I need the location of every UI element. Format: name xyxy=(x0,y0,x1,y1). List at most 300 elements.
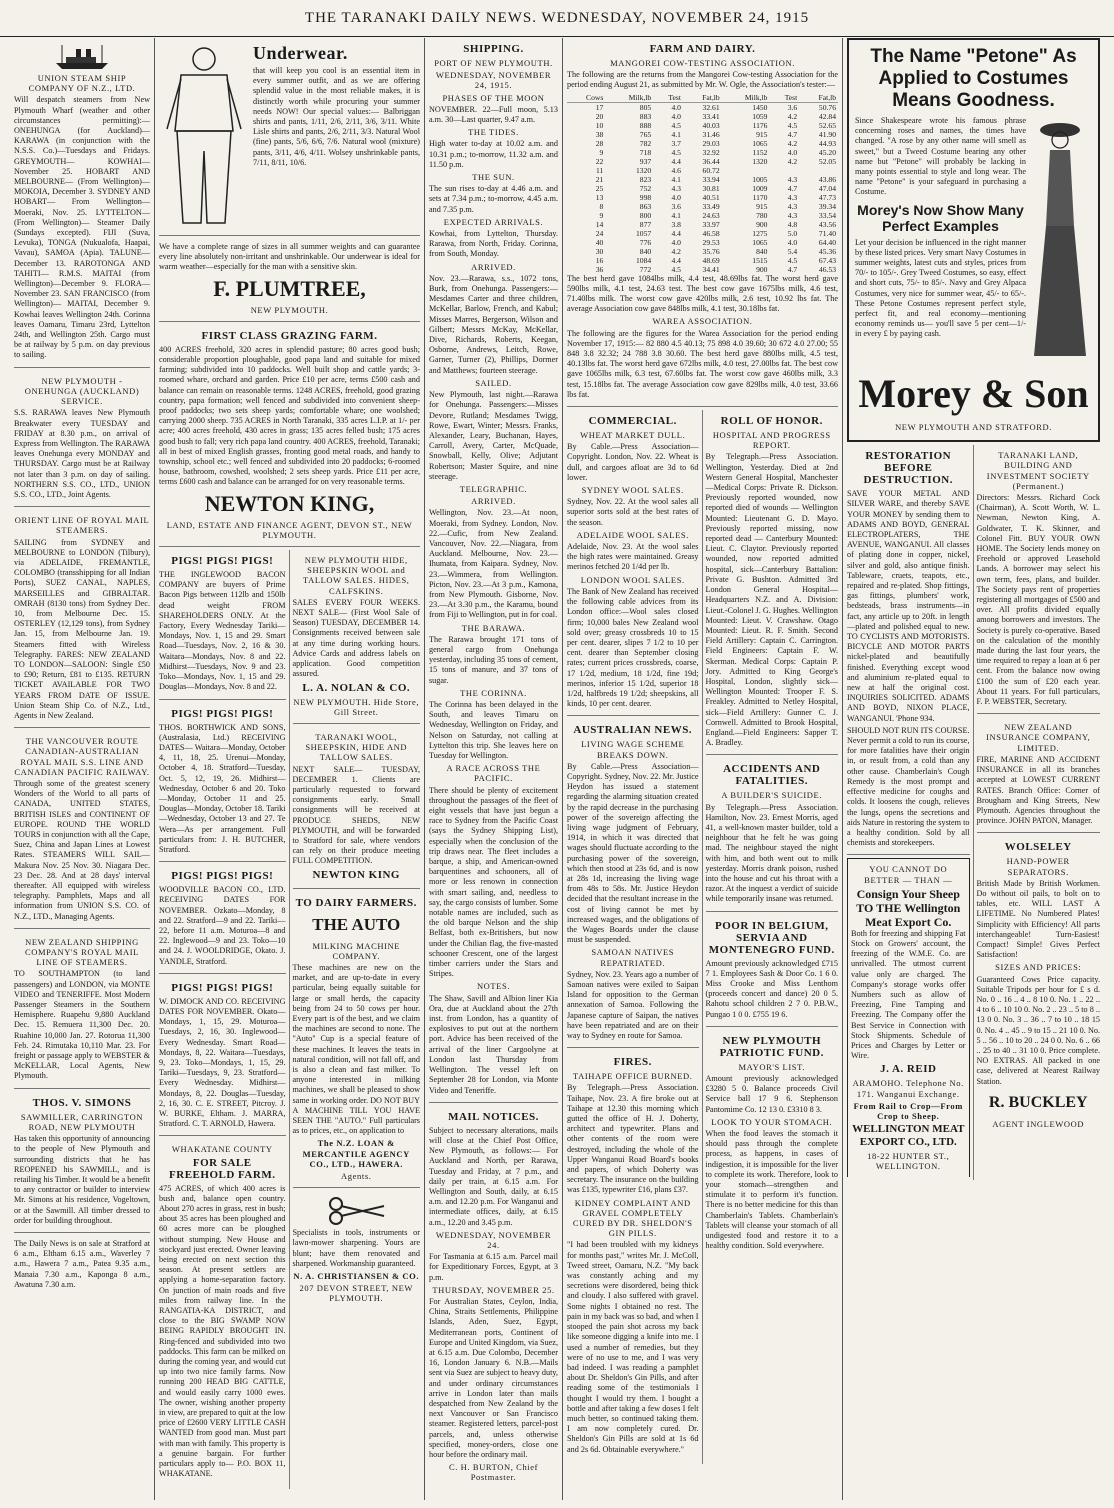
shipping-title: SHIPPING. xyxy=(463,43,524,55)
corinna-title: THE CORINNA. xyxy=(460,687,527,698)
cow-test-cell: 1176 xyxy=(752,120,768,130)
sailed-title: SAILED. xyxy=(475,377,512,388)
cow-test-cell: 3.6 xyxy=(787,102,798,112)
wool-sub: HAND-POWER SEPARATORS. xyxy=(1006,856,1070,877)
bs-text: By Telegraph.—Press Association. Hamilton, Nov. 23. Ernest Morris, aged 41, a well-known master builder, told a neighbour that he felt he was going mad. The neighbour stayed the night with him, and both went out to milk yesterday. Morris drank poison, rushed into the house and cut his throat with a razor. At the inquest a verdict of suicide while temporarily insane was returned. xyxy=(705,802,838,904)
cow-test-cell: 4.0 xyxy=(671,237,681,247)
newton-king-sub: LAND, ESTATE AND FINANCE AGENT, DEVON ST., NEW PLYMOUTH. xyxy=(166,519,413,540)
cow-test-cell: 1515 xyxy=(752,255,768,265)
cow-test-cell: 35.76 xyxy=(702,246,720,256)
mang-foot: The best herd gave 1084lbs milk, 4.4 test, 48.69lbs fat. The worst herd gave 590lbs milk, 4.1 test, 24.63 test. The best cow gave 1675lbs milk, 4.6 test, 71.40lbs milk. The worst cow gave 420lbs milk, 2.6 test, 10.92 lbs fat. The average Association cow gave 848lbs milk, 4.1 test, 30.18lbs fat. xyxy=(567,273,838,314)
mang-title: MANGOREI COW-TESTING ASSOCIATION. xyxy=(610,58,795,68)
mail-text-2: For Tasmania at 6.15 a.m. Parcel mail for Expeditionary Forces, Egypt, at 3 p.m. xyxy=(429,1252,558,1282)
union-text: Will despatch steamers from New Plymouth Wharf (weather and other circumstances permitting):— ONEHUNGA (for Auckland)— KARAWA (in conjunction with the N.S.S. Co.)—Tuesdays and Fridays. GREYMOUTH— KOWHAI—November 25. HOBART AND MELBOURNE— (From Wellington)— MOKOIA, December 3. SYDNEY AND HOBART— From Wellington—Moeraki, Nov. 25. LYTTELTON— (From Wellington)— Steamer Daily (Sundays excepted). FIJI (Suva, Levuka), TONGA (Nukualofa, Haapai, Vavau), SAMOA (Apia). TALUNE—December 13. RAROTONGA AND TAHITI— R.M.S. MAITAI (from Wellington)—December 9. FLORA—November 23. SAN FRANCISCO (from Wellington)— MAITAI, December 9. Kowhai leaves Wellington 24th. Corinna leaves Oamaru, Timaru 23rd, Lyttelton 24th, and Wellington 25th. Cargo must be at railway by 5 p.m. on day previous to sailing. xyxy=(14,95,150,360)
pigs-a-title: PIGS! PIGS! PIGS! xyxy=(171,555,274,568)
patriotic-fund xyxy=(706,1030,839,1258)
cow-test-cell: 25 xyxy=(595,183,604,193)
auto-sub: MILKING MACHINE COMPANY. xyxy=(312,940,401,961)
pigs-a-text: THE INGLEWOOD BACON COMPANY are buyers of Prime Bacon Pigs between 112lb and 150lb dead weight FROM SHAREHOLDERS ONLY. At the Factory, Every Wednesday Tariki—Mondays, Nov. 1, 15 and 29. Smart Road—Tuesdays, Nov. 2, 16 & 30. Waitara—Mondays, Nov. 8 and 22. Midhirst—Tuesdays, Nov. 9 and 23. Toko—Mondays, Nov. 1, 15 and 29. Douglas—Mondays, Nov. 8 and 22. xyxy=(159,570,286,692)
commercial-section xyxy=(567,410,699,716)
cow-test-cell: 1152 xyxy=(752,147,768,157)
cow-test-cell: 9 xyxy=(599,147,604,157)
cow-test-row xyxy=(567,220,838,229)
simons-text: Has taken this opportunity of announcing to the people of New Plymouth and surrounding districts that he has REOPENED his SAWMILL, and is retailing his Timber. It would be a benefit to any contractor or builder to interview Mr. Simons at his residence, Vogeltown, or at the Sawmill. All timber dressed to order for building throughout. xyxy=(14,1134,150,1225)
cow-test-cell: 5.0 xyxy=(787,228,798,238)
poor-fund xyxy=(706,915,839,1027)
wc-title: WHAKATANE COUNTY xyxy=(171,1144,273,1155)
cow-test-row xyxy=(567,229,838,238)
cons-text: Both for freezing and shipping Fat Stock on Growers' account, the freezing of the W.M.E. Co. are unrivalled. The utmost current value only are charged. The Company's storage works offer Numbers such as allow of Freezing, Fine Tamping and Freezing. The Company offer the Best Service in Connection with Stock Shipments. Schedule of Prices and Charges by Letter or Wire. xyxy=(851,928,966,1061)
cow-test-cell: 4.3 xyxy=(671,183,681,193)
cow-test-cell: 46.58 xyxy=(702,228,720,238)
cow-test-cell: 32.92 xyxy=(702,147,720,157)
cow-test-cell: 10 xyxy=(595,120,604,130)
cow-test-cell: 1450 xyxy=(752,102,768,112)
cow-test-cell: 4.1 xyxy=(671,129,681,139)
cow-test-cell: 71.40 xyxy=(818,228,836,238)
cow-test-cell: 805 xyxy=(639,102,652,112)
warea-text: The following are the figures for the Warea Association for the period ending November 17, 1915:— 82 880 4.5 40.13; 75 898 4.0 39.60; 30 672 4.0 27.00; 55 848 3.8 32.32; 24 788 3.8 30.60. The best herd gave 880lbs milk, 4.5 test, 40.13lbs fat. The worst herd gave 672lbs milk, 4.0 test, 27.00lbs fat. The best cow gave 1065lbs milk, 6.3 test, 67.60lbs fat. The worst cow gave 460lbs milk, 3.3 test, 15.18lbs fat. The average Association cow gave 829lbs milk, 4.0 test, 33.66 lbs fat. xyxy=(567,328,838,399)
nolan-sub: NEW PLYMOUTH. Hide Store, Gill Street. xyxy=(293,696,420,717)
sizes-title: SIZES AND PRICES: xyxy=(995,962,1082,973)
cow-test-cell: 4.4 xyxy=(671,255,681,265)
cons-addr: 18-22 HUNTER ST., WELLINGTON. xyxy=(867,1151,950,1172)
mail-text: Subject to necessary alterations, mails will close at the Chief Post Office, New Plymouth, as follows:— For Auckland and North, per Rarawa, Tuesday and Friday, at 7 p.m., and daily per train, at 6.15 a.m. For Wellington and South, daily, at 6.15 a.m. and 12.20 p.m. For Wanganui and intermediate offices, daily, at 6.15 a.m., 12.20 and 3.45 p.m. xyxy=(429,1125,558,1227)
plumtree-sub: NEW PLYMOUTH. xyxy=(250,304,329,315)
orient-text: SAILING from SYDNEY and MELBOURNE to LONDON (Tilbury), via ADELAIDE, FREMANTLE, COLOMBO (transshipping for all Indian Ports), SUEZ CANAL, NAPLES, MARSEILLES and GIBRALTAR. OMRAH (8130 tons) from Sydney Dec. 10, from Melbourne Dec. 15. OSTERLEY (12,129 tons), from Sydney Jan. 15, from Melbourne Jan. 19. Steamers fitted with Wireless Telegraphy. FARES: NEW ZEALAND TO LONDON—SALOON: Single £50 to £90; Return, £81 to £135. RETURN TICKET AVAILABLE FOR TWO YEARS FROM DATE OF ISSUE. Union Steam Ship Co. of N.Z., Ltd., Agents in New Zealand. xyxy=(14,537,150,720)
cow-test-cell: 4.4 xyxy=(671,156,681,166)
cons-wme: WELLINGTON MEAT EXPORT CO., LTD. xyxy=(852,1123,965,1149)
wolseley-ad xyxy=(977,836,1101,1135)
mail-text-3: For Australian States, Ceylon, India, China, Straits Settlements, Philippine Islands, Aden, Suez, Egypt, Mediterranean ports, Continent of Europe and United Kingdom, via Suez, at 6.15 a.m. Due Colombo, December 16, London January 6. N.B.—Mails sent via Suez are subject to heavy duty, and under ordinary circumstances arrive in London later than mails despatched from New Zealand by the next Vancouver or San Francisco steamer. Registered letters, parcel-post parcels, and, unless otherwise specified, money-orders, close one hour before the ordinary mail. xyxy=(429,1296,558,1459)
cow-test-cell: 16 xyxy=(595,255,604,265)
loan-sub: Agents. xyxy=(341,1171,372,1182)
cow-test-row xyxy=(567,265,838,274)
pigs-b-title: PIGS! PIGS! PIGS! xyxy=(171,707,274,720)
nzs-text: TO SOUTHAMPTON (to land passengers) and LONDON, via MONTE VIDEO and TENERIFFE. Most Modern Passenger Steamers in the Southern Hemisphere. Ruapehu 9,880 Auckland Dec. 15. Remuera 11,300 Dec. 20. Ruahine 10,000 Jan. 27. Rotorua 11,300 Feb. 24. Rimutaka 10,110 Mar. 23. For freight or passage apply to WEBSTER & McKELLAR, Local Agents, New Plymouth. xyxy=(14,969,150,1081)
farm-title: FIRST CLASS GRAZING FARM. xyxy=(201,329,378,342)
cow-test-cell: 36 xyxy=(595,264,604,274)
scissors-icon xyxy=(326,1196,386,1226)
cow-test-cell: 1320 xyxy=(635,165,652,175)
cow-test-row xyxy=(567,175,838,184)
kid-text: "I had been troubled with my kidneys for months past," writes Mr. J. McColl, Tweed street, Oamaru, N.Z. "My back was constantly aching and my secretions were disordered, being thick and cloudy. I also suffered with gravel. Some nights I obtained no rest. The pain in my back was so bad, and when I stooped the pain shot across my back like someone digging a knife into me. I used a number of remedies, but they were of no use to me, and I was very bad indeed. I was reading a pamphlet about Dr. Sheldon's Gin Pills, and after reading some of the testimonials I thought I would try them. I bought a bottle and after taking a few doses I felt much better, so continued taking them. I am now completely cured. Dr. Sheldon's Gin Pills are sold at 1s 6d and 2s 6d. Obtainable everywhere." xyxy=(567,1240,699,1454)
cow-test-cell: 4.5 xyxy=(787,120,798,130)
cons-aram: ARAMOHO. Telephone No. 171. Wanganui Exchange. xyxy=(852,1078,964,1099)
cow-test-cell: 5.4 xyxy=(787,246,798,256)
syd-text: Sydney, Nov. 22. At the wool sales all superior sorts sold at the best rates of the season. xyxy=(567,497,699,527)
cow-test-cell: 1170 xyxy=(752,192,768,202)
chr-name: N. A. CHRISTIANSEN & CO. xyxy=(293,1271,420,1282)
cons-pre: YOU CANNOT DO BETTER — THAN — xyxy=(864,864,953,885)
cow-test-cell: 1275 xyxy=(752,228,768,238)
sam-text: Sydney, Nov. 23. Years ago a number of Samoan natives were exiled to Saipan Island for opposition to the German annexation of Samoa. Following the Japanese capture of Saipan, the natives have been repatriated and are on their way to Sydney en route for Samoa. xyxy=(567,969,699,1041)
cow-test-cell: 4.1 xyxy=(671,210,681,220)
cow-test-cell: 52.65 xyxy=(818,120,836,130)
aus-title: AUSTRALIAN NEWS. xyxy=(573,724,693,737)
woman-costume-icon xyxy=(1030,116,1092,366)
cow-test-row xyxy=(567,112,838,121)
burton-signature: C. H. BURTON, Chief Postmaster. xyxy=(448,1462,539,1483)
morey-name: Morey & Son xyxy=(858,371,1089,416)
shipping-section xyxy=(429,38,558,1103)
cow-test-cell: 4.0 xyxy=(671,111,681,121)
lon-title: LONDON WOOL SALES. xyxy=(580,574,685,585)
cow-test-cell: 32.61 xyxy=(702,102,720,112)
mail-notices xyxy=(429,1106,558,1489)
vancouver-title: THE VANCOUVER ROUTE CANADIAN-AUSTRALIAN ROYAL MAIL S.S. LINE AND CANADIAN PACIFIC RAILWAY. xyxy=(14,736,150,777)
cow-test-header-cell: Test xyxy=(769,93,799,103)
cow-test-header-cell: Milk,lb xyxy=(722,93,770,103)
cow-test-cell: 11 xyxy=(596,165,604,175)
cow-test-cell: 4.0 xyxy=(671,102,681,112)
daily-news-note xyxy=(14,1236,150,1296)
cow-test-cell: 4.7 xyxy=(787,264,798,274)
cow-test-cell: 13 xyxy=(595,192,604,202)
ads-row xyxy=(847,445,1100,1179)
newspaper-page xyxy=(10,38,1104,1500)
masthead-text: THE TARANAKI DAILY NEWS. WEDNESDAY, NOVEMBER 24, 1915 xyxy=(304,9,810,26)
sailed-text: New Plymouth, last night.—Rarawa for Onehunga. Passengers:—Misses Devore, Rutland; Mesdames Twigg, Rowe, Ewart, Winter; Messrs. Franks, Alexander, Leary, Buchanan, Hayes, Carroll, Avery, Carter, McQuade, Snowball, Kelly, Olive; Adjutant Robertson; Master Squire, and nine steerage. xyxy=(429,390,558,481)
buckley-name: R. BUCKLEY xyxy=(988,1093,1088,1111)
wheat-title: WHEAT MARKET DULL. xyxy=(580,430,686,441)
cow-test-cell: 4.8 xyxy=(787,219,798,229)
cow-test-cell: 840 xyxy=(639,246,652,256)
morey-loc: NEW PLYMOUTH AND STRATFORD. xyxy=(895,422,1052,432)
cow-test-cell: 900 xyxy=(756,219,768,229)
nzp-title: NEW PLYMOUTH - ONEHUNGA (AUCKLAND) SERVICE. xyxy=(24,375,140,407)
cow-test-cell xyxy=(769,166,799,175)
newton-king-2: NEWTON KING xyxy=(312,868,400,881)
cow-test-row xyxy=(567,139,838,148)
cow-test-row xyxy=(567,211,838,220)
union-steamship-ad xyxy=(14,38,150,368)
loan-name: The N.Z. LOAN & MERCANTILE AGENCY CO., LTD., HAWERA. xyxy=(302,1138,410,1169)
pigs-dimock-ad xyxy=(159,977,286,1137)
fd-title: FARM AND DAIRY. xyxy=(649,43,756,55)
cow-test-cell: 28 xyxy=(595,138,604,148)
expected-text: Kowhai, from Lyttelton, Thursday. Rarawa, from North, Friday. Corinna, from South, Monday. xyxy=(429,229,558,259)
cow-test-cell: 915 xyxy=(756,129,768,139)
expected-title: EXPECTED ARRIVALS. xyxy=(443,216,544,227)
pigs-row xyxy=(159,550,420,1488)
cow-test-cell: 4.7 xyxy=(787,129,798,139)
cow-test-cell: 4.5 xyxy=(671,147,681,157)
cow-test-cell: 3.7 xyxy=(671,138,681,148)
cow-test-cell: 4.3 xyxy=(787,210,798,220)
cow-test-cell: 14 xyxy=(595,219,604,229)
petone-title: The Name "Petone" As Applied to Costumes Means Goodness. xyxy=(870,46,1077,111)
nzi-text: FIRE, MARINE AND ACCIDENT INSURANCE in all its branches accepted at LOWEST CURRENT RATES. Branch Office: Corner of Brougham and King Streets, New Plymouth. Agencies throughout the province. JOHN PATON, Manager. xyxy=(976,754,1100,826)
pigs-woodville-ad xyxy=(159,865,286,974)
cow-test-row xyxy=(567,238,838,247)
cow-test-cell: 33.97 xyxy=(702,219,720,229)
column-farm xyxy=(563,38,843,1500)
roll-text: By Telegraph.—Press Association. Wellington, Yesterday. Died at 2nd Western General Hospital, Manchester—Medical Corps: Private R. Dickson. Previously reported wounded, now reported died of wounds — Wellington Mounted: Lieutenant G. D. Mayo. Previously reported missing, now reported dead — Canterbury Mounted: Lieut. C. Claytor. Previously reported wounded, now reported admitted hospital, sick—Canterbury Battalion: Private G. Bushton. Admitted 3rd London General Hospital—Headquarters N.Z. and A. Division: Lieut.-Colonel J. G. Hughes. Wellington Mounted: Lieut. V. Crawshaw. Otago Mounted: Lieut. R. F. Smith. Second Field Artillery: Captain C. Carrington. Field Engineers: Captain F. W. Skerman. Medical Corps: Captain P. Jory. Admitted to King George's Hospital, London, slightly sick—Wellington Mounted: Trooper F. S. Freakley. Admitted to Netley Hospital, sick—Field Artillery: Gunner C. J. Cornwell. Admitted to Brook Hospital, England.—Field Engineers: Sapper T. A. Bradley. xyxy=(705,452,838,748)
chr-text: Specialists in tools, instruments or lawn-mower sharpening. Yours are blunt; have them renovated and sharpened. Workmanship guaranteed. xyxy=(292,1228,420,1268)
roll-of-honor xyxy=(706,410,839,755)
cow-test-cell: 36.44 xyxy=(702,156,720,166)
cow-test-cell: 4.2 xyxy=(787,138,798,148)
orient-title: ORIENT LINE OF ROYAL MAIL STEAMERS. xyxy=(14,515,150,536)
cow-test-cell: 48.69 xyxy=(702,255,720,265)
cow-test-cell: 40 xyxy=(595,237,604,247)
wheat-text: By Cable.—Press Association—Copyright. London, Nov. 22. Wheat is dull, and cargoes afloat are 3d to 6d lower. xyxy=(567,442,699,482)
taranaki-building-ad xyxy=(977,445,1101,714)
cow-test-row xyxy=(567,193,838,202)
cow-test-cell: 45.20 xyxy=(818,147,836,157)
tides-title: THE TIDES. xyxy=(468,127,519,138)
com-title: COMMERCIAL. xyxy=(588,415,677,428)
cow-test-row xyxy=(567,102,838,112)
cow-test-cell: 900 xyxy=(756,264,768,274)
cow-test-cell xyxy=(799,166,838,175)
np-sub: MAYOR'S LIST. xyxy=(738,1061,805,1072)
pigs-d-text: W. DIMOCK AND CO. RECEIVING DATES FOR NOVEMBER. Okato—Mondays, 1, 15, 29. Moturoa—Tuesdays, 2, 16, 30. Inglewood—Every Wednesday. Smart Road—Mondays, 8, 22. Waitara—Tuesdays, 9, 23. Toko—Mondays, 1, 15, 29. Tariki—Tuesdays, 9, 23. Stratford—Every Wednesday. Midhirst—Mondays, 8, 22. Douglas—Tuesday, 2, 16, 30. C. E. STREET, Pitcroy. J. W. BURKE, Eltham. J. MARRA, Stratford. C. T. ARNOLD, Hawera. xyxy=(159,996,286,1129)
vancouver-route-ad xyxy=(14,731,150,929)
telegraphic-text: Wellington, Nov. 23.—At noon, Moeraki, from Sydney. London, Nov. 22.—Cufic, from New Zealand. Vancouver, Nov. 22.—Niagara, from Auckland. Melbourne, Nov. 23.—Ihumata, from Kaipara. Sydney, Nov. 23.—Wimmera, from Wellington. Picton, Nov. 23.—At 3 p.m., Kamona, from New Plymouth. Gisborne, Nov. 23.—At 3.30 p.m., the Karamu, bound from Fiji to Wellington, put in for coal. xyxy=(429,508,558,620)
cow-test-cell: 43.56 xyxy=(818,219,836,229)
stom-title: LOOK TO YOUR STOMACH. xyxy=(711,1116,833,1127)
wool-text: British Made by British Workmen. Do without oil pails, to bolt on to tables, etc. WILL LAST A LIFETIME. No Numbered Plates! Simplicity with Efficiency! All parts interchangeable! Turn-Easiest! Compact! Simple! Gives Perfect Satisfaction! xyxy=(976,878,1100,960)
cow-test-cell: 42.84 xyxy=(818,111,836,121)
fires-title: FIRES. xyxy=(613,1056,652,1069)
newton-king-title: NEWTON KING, xyxy=(204,490,375,516)
cow-test-cell: 1065 xyxy=(752,138,768,148)
cow-test-row xyxy=(567,121,838,130)
cow-test-cell: 863 xyxy=(639,201,652,211)
pigs-c-title: PIGS! PIGS! PIGS! xyxy=(171,870,274,883)
union-title: UNION STEAM SHIP COMPANY OF N.Z., LTD. xyxy=(28,73,136,94)
onehunga-service-ad xyxy=(14,371,150,507)
cow-test-cell: 1084 xyxy=(635,255,652,265)
cow-test-cell: 800 xyxy=(639,210,652,220)
cow-test-cell: 9 xyxy=(599,210,604,220)
ph-title: NEW PLYMOUTH HIDE, SHEEPSKIN WOOL and TALLOW SALES. HIDES, CALFSKINS. xyxy=(302,555,410,596)
cow-test-cell: 4.0 xyxy=(671,192,681,202)
cow-test-cell: 39.34 xyxy=(818,201,836,211)
underwear-title: Underwear. xyxy=(253,43,348,63)
christiansen-ad xyxy=(293,1191,421,1309)
moon-text: NOVEMBER. 22—Full moon, 5.13 a.m. 30—Last quarter, 9.47 a.m. xyxy=(429,104,558,125)
cow-test-cell: 50.76 xyxy=(818,102,836,112)
np-text: Amount previously acknowledged £3280 5 0. Balance proceeds Civil Service ball 17 9 6. Stephenson Pantomime Co. 12 13 0. £3310 8 3. xyxy=(705,1074,838,1114)
chr-sub: 207 DEVON STREET, NEW PLYMOUTH. xyxy=(299,1283,413,1304)
kid-title: KIDNEY COMPLAINT AND GRAVEL COMPLETELY CURED BY DR. SHELDON'S GIN PILLS. xyxy=(572,1197,693,1239)
pigs-c-text: WOODVILLE BACON CO., LTD. RECEIVING DATES FOR NOVEMBER. Ozkato—Monday, 8 and 22. Stratford—9 and 22. Tariki—22, before 11 a.m. Moturoa—8 and 22. Inglewood—9 and 23. Toko—10 and 24. J. WOOLDRIDGE, Okato. J. YANDLE, Stratford. xyxy=(159,885,286,966)
cow-test-cell: 4.5 xyxy=(671,120,681,130)
cow-test-cell: 877 xyxy=(639,219,652,229)
cow-test-row xyxy=(567,256,838,265)
cow-test-cell: 4.7 xyxy=(787,183,798,193)
cow-test-cell: 776 xyxy=(639,237,652,247)
column-shipping xyxy=(425,38,563,1500)
stom-text: When the food leaves the stomach it should pass through the complete process, as happens, in cases of indigestion, it is impossible for the liver to complete its work. Therefore, look to your stomach—strengthen and stimulate it to perform it's function. There is no better medicine for this than Chamberlain's Tablets. Chamberlain's Tablets will cleanse your stomach of all undigested food and restore it to a healthy condition. Sold everywhere. xyxy=(705,1129,838,1251)
rust-text: SHOULD NOT RUN ITS COURSE. Never permit a cold to run its course, for more fatalities have their origin in, or result from, a cold than any other cause. Chamberlain's Cough Remedy is the most prompt and effective medicine for coughs and colds. It loosens the cough, relieves the lungs, opens the secretions and aids Nature in restoring the system to a healthy condition. Sold by all chemists and storekeepers. xyxy=(847,725,970,848)
plumtree-ad xyxy=(159,239,420,322)
cons-title: Consign Your Sheep TO THE Wellington Meat Export Co. xyxy=(856,886,961,929)
tai-text: By Telegraph.—Press Association. Taihape, Nov. 23. A fire broke out at Taihape at 12.30 this morning which gutted the office of H. J. Doherty, architect and typewriter. Plans and other contents of the room were destroyed, including the whole of the Upper Wanganui Road Board's books and papers, of which Doherty was secretary. The insurance on the building was £135, typewriter £16, plans £37. xyxy=(567,1083,699,1195)
pigs-d-title: PIGS! PIGS! PIGS! xyxy=(171,981,274,994)
column-ads xyxy=(843,38,1104,1500)
cow-test-cell: 40.51 xyxy=(702,192,720,202)
sizes-text: Guaranteed Cows Price capacity. Suitable Tripods per hour for £ s d. No. 0 .. 16 .. 4 .. 8 10 0. No. 1 .. 22 .. 4 to 6 .. 10 10 0. No. 2 .. 23 .. 5 to 8 .. 13 0 0. No. 3 .. 36 .. 7 to 10 .. 18 15 0. No. 4 .. 45 .. 9 to 15 .. 21 10 0. No. 5 .. 56 .. 10 to 20 .. 24 0 0. No. 6 .. 66 .. 25 to 40 .. 31 10 0. Price complete. NO EXTRAS. All packed in one case, delivered at Nearest Railway Station. xyxy=(976,974,1100,1086)
cow-test-cell: 44.93 xyxy=(818,138,836,148)
farm-dairy-section xyxy=(567,38,838,407)
np-title: NEW PLYMOUTH PATRIOTIC FUND. xyxy=(719,1034,824,1059)
cow-test-cell: 24.63 xyxy=(702,210,720,220)
cow-test-cell: 840 xyxy=(756,246,768,256)
shipping-date: WEDNESDAY, NOVEMBER 24, 1915. xyxy=(435,70,552,91)
ads-left xyxy=(847,445,974,1179)
cow-test-cell: 46.53 xyxy=(818,264,836,274)
column-2 xyxy=(155,38,425,1500)
cow-test-cell xyxy=(722,166,770,175)
underwear-foot: We have a complete range of sizes in all summer weights and can guarantee every line absolutely non-irritant and unshrinkable. Our underwear is ideal for warm weather—especially for the man with a sensitive skin. xyxy=(159,242,420,272)
cow-test-cell: 4.2 xyxy=(787,156,798,166)
cow-test-cell: 17 xyxy=(595,102,604,112)
cow-test-table xyxy=(567,93,838,274)
pigs-left xyxy=(159,550,290,1488)
telegraphic-title: TELEGRAPHIC. xyxy=(459,483,528,494)
cow-test-cell: 4.3 xyxy=(787,192,798,202)
acc-title: ACCIDENTS AND FATALITIES. xyxy=(723,763,821,788)
tw-title: TARANAKI WOOL, SHEEPSKIN, HIDE AND TALLOW SALES. xyxy=(305,731,408,763)
cow-test-cell: 4.5 xyxy=(787,255,798,265)
petone-text: Since Shakespeare wrote his famous phrase concerning roses and names, the times have changed. "A rose by any other name will smell as sweet," but a Tweed Costume bearing any other name but "Petone" will probably be lacking in many points essential to style and long wear. The name "Petone" is your safeguard in purchasing a Costume. xyxy=(855,116,1026,197)
corinna-text: The Corinna has been delayed in the South, and leaves Timaru on Wednesday, Wellington on Friday, and Nelson on Saturday, not calling at Lyttelton this trip. She leaves here on Tuesday for Wellington. xyxy=(429,699,558,760)
cow-test-cell: 34.41 xyxy=(702,264,720,274)
cow-test-cell: 718 xyxy=(639,147,652,157)
cow-test-cell: 29.03 xyxy=(702,138,720,148)
cow-test-cell: 4.3 xyxy=(787,174,798,184)
morey-title: Morey's Now Show Many Perfect Examples xyxy=(857,201,1024,234)
resto-title: RESTORATION BEFORE DESTRUCTION. xyxy=(863,450,953,487)
cow-test-cell: 1065 xyxy=(752,237,768,247)
cow-test-cell: 8 xyxy=(599,201,604,211)
sam-title: SAMOAN NATIVES REPATRIATED. xyxy=(591,947,675,968)
cow-test-cell: 4.0 xyxy=(787,237,798,247)
cow-test-cell: 772 xyxy=(639,264,652,274)
simons-sawmill-ad xyxy=(14,1092,150,1233)
cow-test-cell: 4.2 xyxy=(787,111,798,121)
tara-title: TARANAKI LAND, BUILDING AND INVESTMENT SOCIETY (Permanent.) xyxy=(986,450,1090,491)
nzi-title: NEW ZEALAND INSURANCE COMPANY, LIMITED. xyxy=(986,722,1091,753)
cow-test-cell: 1009 xyxy=(752,183,768,193)
race-text: There should be plenty of excitement throughout the passages of the fleet of eight vessels that have just begun a race to Sydney from the Pacific Coast (says the Sydney Shipping List), especially when the conclusion of the trip draws near. The fleet includes a barque, a ship, and American-owned barquentines and schooners, all of more or less renown in connection with smart sailing, and, needless to say, the cargo consists of lumber. Some notable names are included, such as the old barque Nelson and the ship Belfast, both ex-Britishers, but now under the Chilian flag, the five-masted schooner Crescent, one of the largest timber carriers under the Stars and Stripes. xyxy=(429,785,558,979)
column-1 xyxy=(10,38,155,1500)
underwear-text: that will keep you cool is an essential item in every summer outfit, and as we are offering splendid value in the most reliable makes, it is distinctly worth while procuring your summer needs NOW! Our special values:— Balbriggan shirts and pants, 1/11, 2/6, 2/11, 3/6, 3/11. White Lisle shirts and pants, 2/6, 2/11, 3/3. Natural Wool (fine) pants, 5/6, 6/6, 7/6. Natural wool (mixture) pants, 3/11, 4/6, 4/11. Wolsey unshrinkable pants, 7/11, 8/11, 10/6. xyxy=(253,66,420,167)
cow-test-cell: 33.41 xyxy=(702,111,720,121)
cow-test-cell: 4.3 xyxy=(787,201,798,211)
cow-test-header-cell: Test xyxy=(653,93,683,103)
cow-test-row xyxy=(567,157,838,166)
warea-title: WAREA ASSOCIATION. xyxy=(652,316,753,327)
tides-text: High water to-day at 10.02 a.m. and 10.31 p.m.; to-morrow, 11.32 a.m. and 11.50 p.m. xyxy=(429,139,558,169)
accidents-section xyxy=(706,758,839,911)
arrived-title: ARRIVED. xyxy=(471,261,516,272)
dairy-title: TO DAIRY FARMERS. xyxy=(295,896,417,909)
auto-milking-ad xyxy=(293,892,421,1189)
cow-test-row xyxy=(567,166,838,175)
wool-title: WOLSELEY xyxy=(1004,841,1072,854)
notes-title: NOTES. xyxy=(476,981,511,992)
cow-test-cell: 47.73 xyxy=(818,192,836,202)
steamship-icon xyxy=(52,43,112,71)
cow-test-cell: 4.5 xyxy=(671,264,681,274)
sale-title: FOR SALE FREEHOLD FARM. xyxy=(169,1156,276,1181)
cow-test-cell: 752 xyxy=(639,183,652,193)
arrived-text: Nov. 23.—Rarawa, s.s., 1072 tons, Burk, from Onehunga. Passengers:—Mesdames Carter and three children, McKellar, Barlow, French, and Kabul; Misses Marres, Bergerson, Wilson and Gilbert; Messrs McKay, McKellar, Dive, Richards, Roberts, Keegan, Osborne, Andrews, Leitch, Rowe, Garner, Turner (2), Phillips, Dormer and Matthews; fourteen steerage. xyxy=(429,273,558,375)
auto-text: These machines are new on the market, and are up-to-date in every particular, being equally suitable for large or small herds, the capacity being from 24 to 50 cows per hour. Every part is of the best, and we claim the machines are second to none. The "Auto" Cup is a special feature of these machines. It leaves the teats in natural condition, will not fall off, and is also a clean and fast milker. To anyone interested in milking machines, we shall be pleased to show same in working order. DO NOT BUY A MACHINE TILL YOU HAVE SEEN THE "AUTO." Full particulars as to prices, etc., on application to xyxy=(292,962,420,1136)
pigs-borthwick-ad xyxy=(159,703,286,863)
cow-test-cell: 1320 xyxy=(752,156,768,166)
cow-test-cell: 29.53 xyxy=(702,237,720,247)
moon-title: PHASES OF THE MOON xyxy=(442,92,545,103)
cow-test-cell: 20 xyxy=(595,111,604,121)
cow-test-cell: 1059 xyxy=(752,111,768,121)
syd-title: SYDNEY WOOL SALES. xyxy=(581,485,684,496)
restoration-ad xyxy=(847,445,970,855)
cow-test-cell: 765 xyxy=(639,129,652,139)
cow-test-header-cell: Fat,lb xyxy=(799,93,838,103)
cow-test-row xyxy=(567,148,838,157)
cow-test-cell: 3.6 xyxy=(671,201,681,211)
cow-test-cell: 45.36 xyxy=(818,246,836,256)
adel-title: ADELAIDE WOOL SALES. xyxy=(576,529,689,540)
poor-text: Amount previously acknowledged £715 7 1. Employees Sash & Door Co. 1 6 0. Miss Crooke and Miss Lenthom (proceeds concert and dance) 20 0 5. Rahotu school children 2 7 0. P.B.W., Pungao 1 0 0. £755 19 6. xyxy=(705,958,838,1019)
ph-text: SALES EVERY FOUR WEEKS. NEXT SALE— (First Wool Sale of Season) TUESDAY, DECEMBER 14. Consignments received between sale at any time during working hours. Advice Cards and address labels on application. Good competition assured. xyxy=(292,597,420,679)
cons-reid: J. A. REID xyxy=(880,1063,937,1076)
cow-test-row xyxy=(567,130,838,139)
cow-test-cell: 1057 xyxy=(635,228,652,238)
cow-test-row xyxy=(567,184,838,193)
australian-news xyxy=(567,719,699,1048)
bs-title: A BUILDER'S SUICIDE. xyxy=(721,790,823,801)
cow-test-cell: 780 xyxy=(756,210,768,220)
cons-farm: From Rail to Crop—From Crop to Sheep. xyxy=(853,1100,963,1121)
cow-test-cell: 4.6 xyxy=(671,165,681,175)
cow-test-cell: 4.1 xyxy=(671,174,681,184)
resto-text: SAVE YOUR METAL AND SILVER WARE, and thereby SAVE YOUR MONEY by sending them to ADAMS AND BOYD, GENERAL ELECTROPLATERS, THE AVENUE, WANGANUI. All classes of plating done in copper, nickel, silver and gold, also antique finish. Tableware, cruets, teapots, etc., repaired and re-plated. Shop fittings, gas fittings, plumbers' work, bedsteads, brass instruments—in fact, any article up to 20ft. in length—plated and polished equal to new. TO CYCLISTS AND MOTORISTS. BICYCLE AND MOTOR PARTS nickel-plated and beautifully finished. Everything except wood and aluminium re-plated equal to new at half the original cost. INQUIRIES SOLICITED. ADAMS AND BOYD, NIXON PLACE, WANGANUI. 'Phone 934. xyxy=(847,489,970,723)
cow-test-cell: 915 xyxy=(756,201,768,211)
cow-test-cell: 33.54 xyxy=(818,210,836,220)
cow-test-cell: 21 xyxy=(595,174,604,184)
commercial-row xyxy=(567,410,838,1464)
roll-sub: HOSPITAL AND PROGRESS REPORT. xyxy=(712,430,831,451)
aus-text: By Cable.—Press Association—Copyright. Sydney, Nov. 22. Mr. Justice Heydon has issued a statement regarding the alarming situation created by the rapid decrease in the purchasing power of the sovereign affecting the living wage judgment of February, 1914, in which it was directed that wages should fluctuate according to the purchasing power of the sovereign, which then stood at 23s 6d, and is now at 28s 1d, increasing the living wage from 48s to 58s. Mr. Justice Heydon decided that the resultant increase in the cost of living cannot be met by increased wages, and the obligations of the Wages Boards under the clause must be suspended. xyxy=(567,761,699,945)
mail-title: MAIL NOTICES. xyxy=(448,1110,539,1123)
cow-test-cell: 888 xyxy=(639,120,652,130)
whakatane-ad xyxy=(159,1139,286,1485)
cow-test-cell: 40.03 xyxy=(702,120,720,130)
underwear-figure-icon xyxy=(159,41,249,231)
lon-text: The Bank of New Zealand has received the following cable advices from its London office:—Wool sales closed firm; 10,000 bales New Zealand wool sold over; greasy crossbreds 10 to 15 per cent. dearer, slipes 7 1/2 to 10 per cent. dearer than September closing rates; current prices crossbreds, coarse, 17 1/2d, medium, 18 1/2d, fine 19d; merinos, inferior 15 1/2d, superior 18 1/2d, halfbreds 19 1/2d; sheepskins, all kinds, 10 per cent. dearer. xyxy=(567,586,699,709)
cow-test-cell: 823 xyxy=(639,174,652,184)
cow-test-cell: 30.81 xyxy=(702,183,720,193)
cow-test-cell: 937 xyxy=(639,156,652,166)
commercial-col xyxy=(567,410,703,1464)
cow-test-cell: 38 xyxy=(595,129,604,139)
tara-text: Directors: Messrs. Richard Cock (Chairman), A. Scott Worth, W. L. Newman, Newton King, A. Goldwater, T. K. Skinner, and Colonel Fitt. BUY YOUR OWN HOME. The Society lends money on Freehold or approved Leasehold Lands. A borrower may select his own term, fees, plans, and builder. The Society pays rent of properties registering all mortgages of £500 and over. All profits divided equally among borrowers and investors. The Society is purely co-operative. Based on the calculation of the monthly made during the last four years, the time required to repay a loan at 6 per cent. From the balance now owing £100 the sum of £20 each year. About 11 years. For full particulars, F. P. WEBSTER, Secretary. xyxy=(976,493,1100,707)
hide-sales-ad xyxy=(293,550,421,724)
cow-test-cell: 52.05 xyxy=(818,156,836,166)
sale-text: 475 ACRES, of which 400 acres is bush and, balance open country. About 270 acres in grass, rest in bush; about 35 acres has been ploughed and 60 acres more can be ploughed without stumping. New House and stockyard just erected. Owner leaving being erected on next section this season. At present settlers are applying a home-separation factory. On junction of main roads and five miles from railway line. In the RANGATIA-KA DISTRICT, and close to the BIG SWAMP NOW BEING RAPIDLY BROUGHT IN. Ring-fenced and subdivided into two paddocks. This farm can be milked on during the coming year, and would cut up into two nice family farms. Now running 200 HEAD BIG CATTLE, and would easily carry 1000 ewes. The owner, wishing another property in view, are prepared to quit at the low price of £2600 VERY LITTLE CASH WANTED from good man. Must part with man with family. This property is a genuine bargain. For further particulars apply to— P.O. BOX 11, WHAKATANE. xyxy=(159,1183,286,1479)
cow-test-header-cell: Fat,lb xyxy=(683,93,722,103)
cow-test-row xyxy=(567,247,838,256)
cow-test-header-cell: Milk,lb xyxy=(605,93,653,103)
pigs-right xyxy=(290,550,421,1488)
